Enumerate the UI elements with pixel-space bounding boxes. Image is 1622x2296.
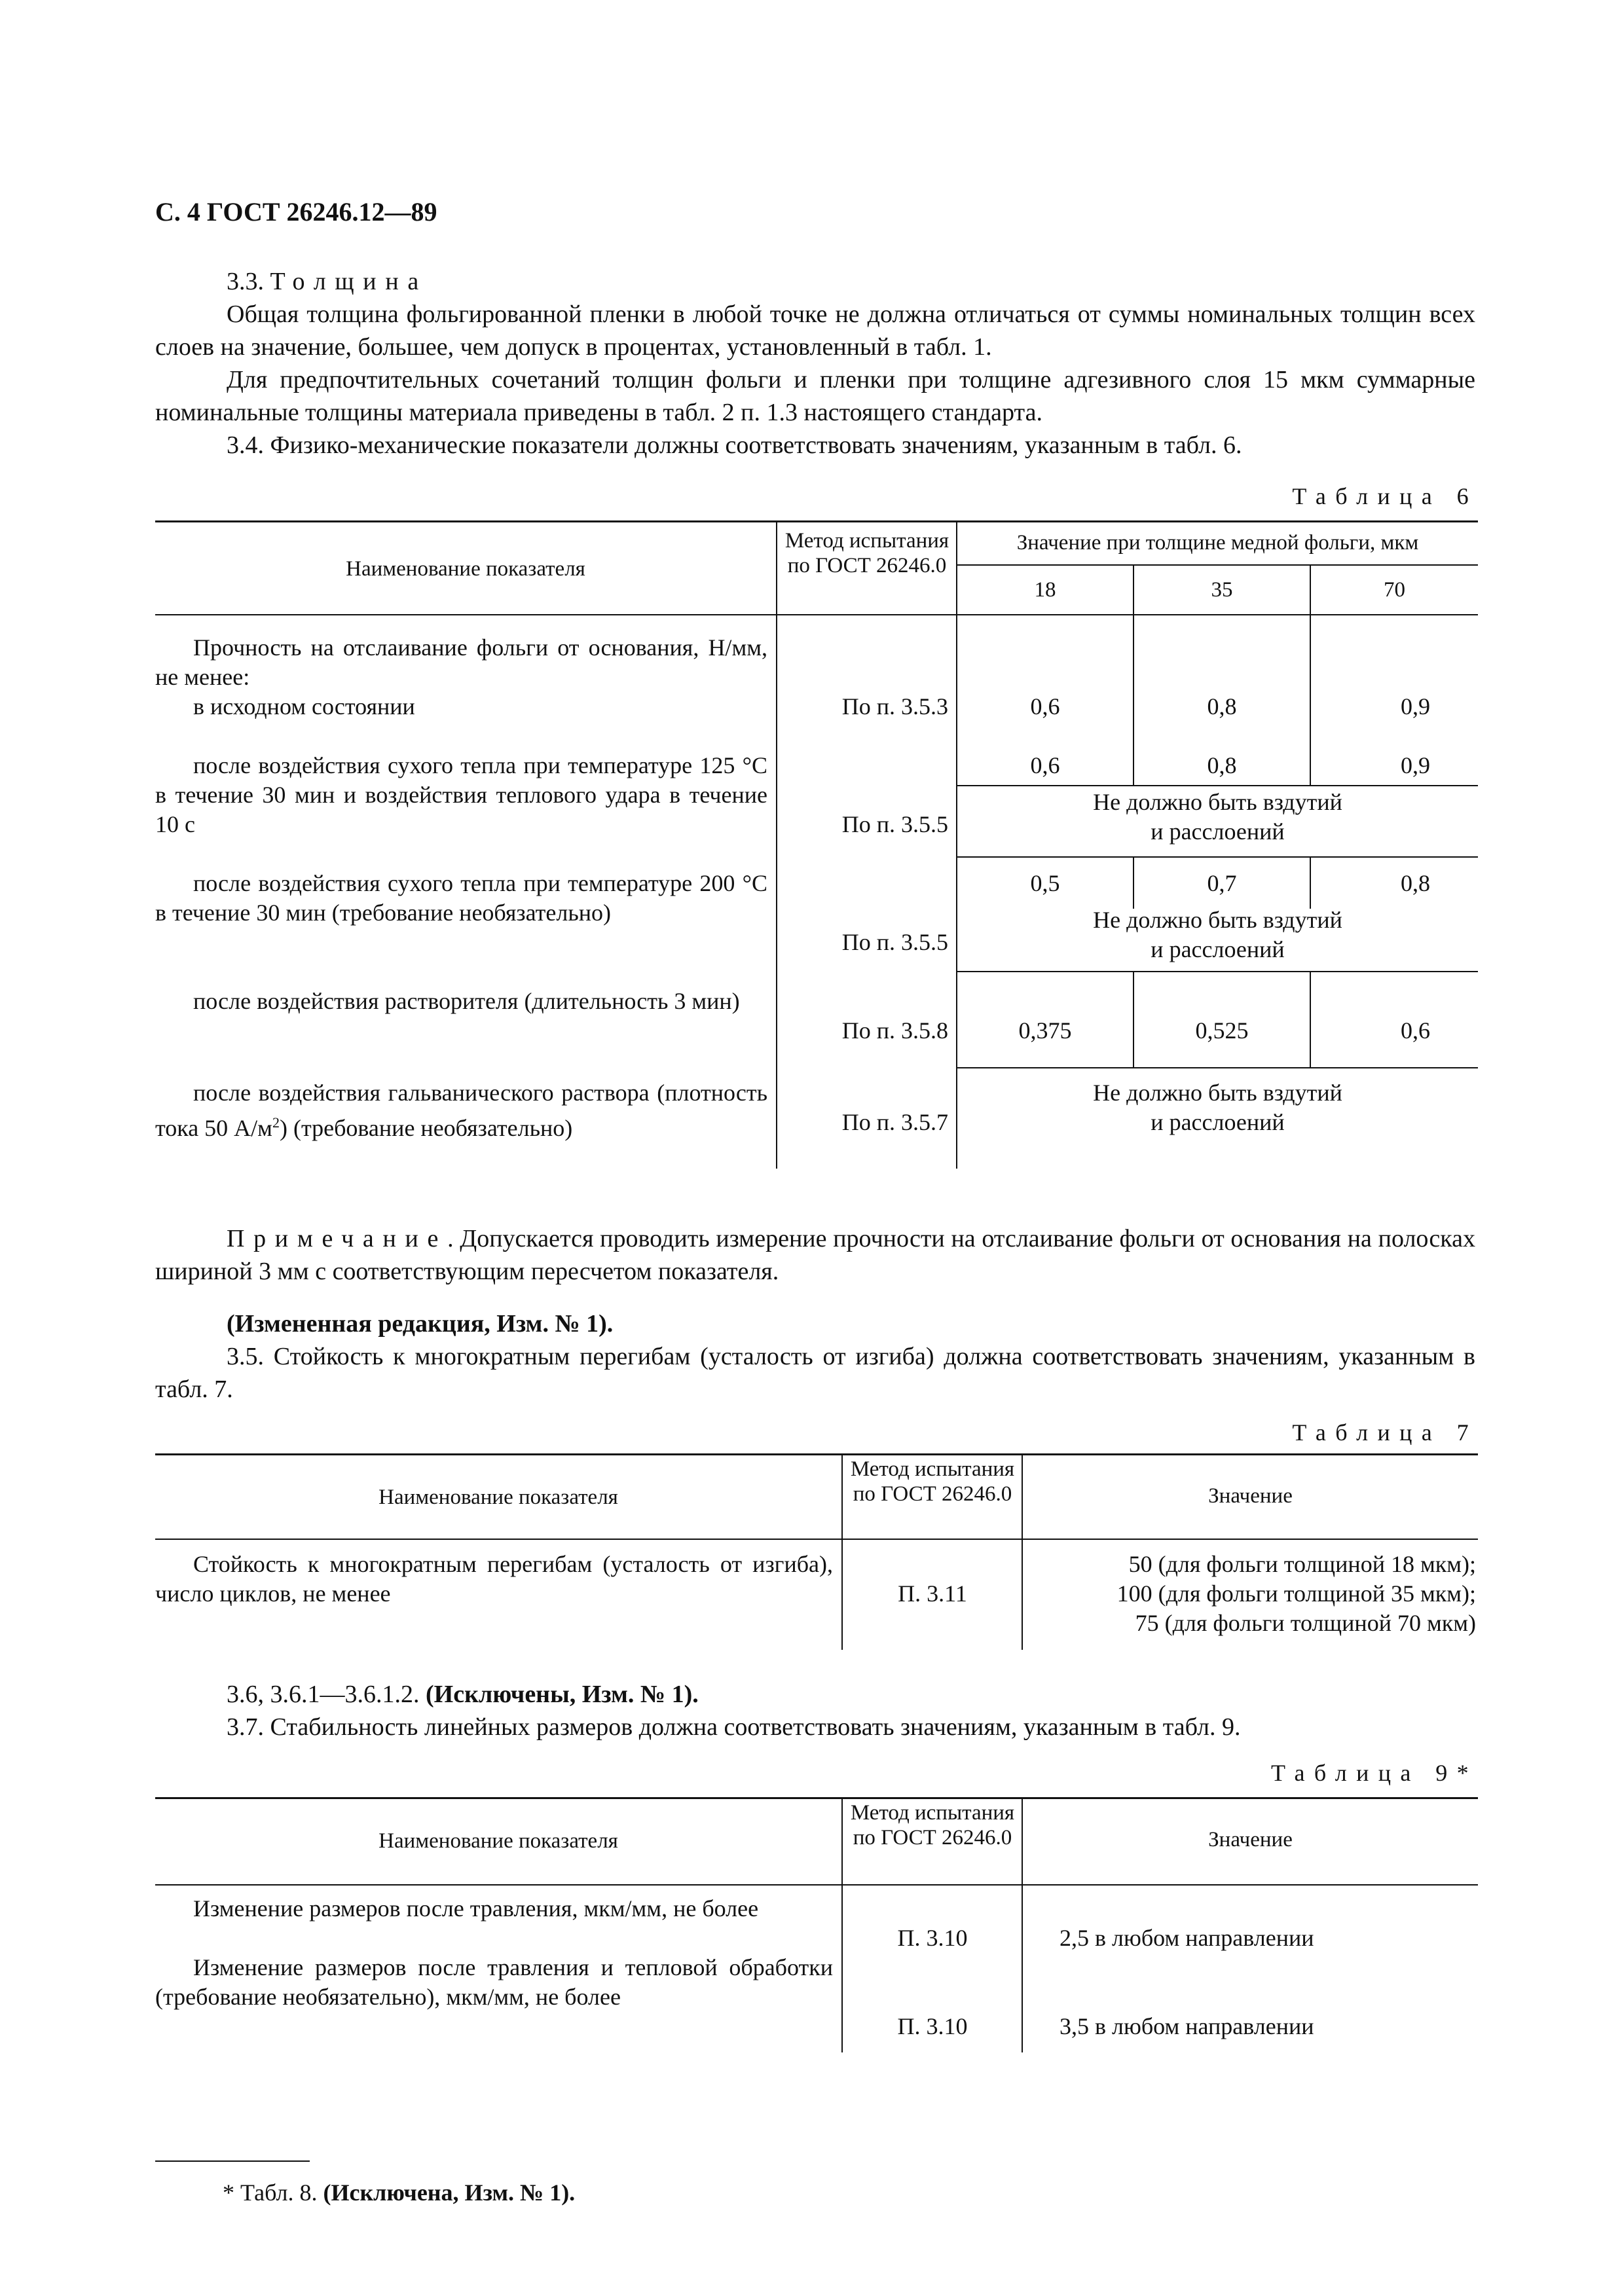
section-3-6: 3.6, 3.6.1—3.6.1.2. (Исключены, Изм. № 1). 3.7. Стабильность линейных размеров должна соответствовать значениям, указанным в табл. 9. (155, 1678, 1475, 1743)
table-6-row-2-label: после воздействия сухого тепла при температуре 125 °С в течение 30 мин и воздействия теплового удара в течение 10 с (155, 752, 767, 837)
table-9-row-2-label: Изменение размеров после травления и тепловой обработки (требование необязательно), мкм/мм, не более (155, 1954, 833, 2010)
table-7-column-name: Наименование показателя (378, 1485, 618, 1509)
section-3-5 (155, 1307, 1475, 1406)
table-6-thickness-35: 35 (1211, 578, 1233, 602)
table-6-row-4-method: По п. 3.5.8 (841, 1017, 948, 1044)
table-7-row-label: Стойкость к многократным перегибам (усталость от изгиба), число циклов, не менее (155, 1551, 833, 1607)
section-3-5-text: 3.5. Стойкость к многократным перегибам (усталость от изгиба) должна соответствовать значениям, указанным в табл. 7. (155, 1343, 1475, 1403)
table-6-row-1-value-35: 0,8 (1207, 693, 1237, 720)
table-6-row-5-label: после воздействия гальванического раствора (плотность тока 50 $А/м^2$) (требование необязательно) (155, 1080, 767, 1141)
table-9-column-name: Наименование показателя (378, 1829, 618, 1853)
table-9-row-1-value: 2,5 в любом направлении (1060, 1925, 1314, 1951)
footnote: * Табл. 8. (Исключена, Изм. № 1). (223, 2179, 576, 2206)
table-6-row-3-value-70: 0,8 (1401, 870, 1430, 896)
table-6-top-rule (155, 520, 1478, 522)
table-6-row-4-value-70: 0,6 (1401, 1017, 1430, 1044)
table-6-row-1-value-18: 0,6 (1030, 693, 1060, 720)
table-6-column-value: Значение при толщине медной фольги, мкм (1016, 531, 1419, 555)
section-3-7: 3.7. Стабильность линейных размеров должна соответствовать значениям, указанным в табл. 9. (227, 1713, 1241, 1741)
table-6-row-3-value-35: 0,7 (1207, 870, 1237, 896)
table-7-column-value: Значение (1208, 1484, 1293, 1508)
table-6-row-2-value-35: 0,8 (1207, 752, 1237, 778)
section-3-3-paragraph-2: Для предпочтительных сочетаний толщин фольги и пленки при толщине адгезивного слоя 15 мкм суммарные номинальные толщины материала приведены в табл. 2 п. 1.3 настоящего стандарта. (155, 366, 1475, 426)
table-6-row-1-label: Прочность на отслаивание фольги от основания, Н/мм, не менее: в исходном состоянии (155, 634, 767, 720)
table-7-caption: Таблица 7 (1292, 1419, 1478, 1446)
table-9-row-2-value: 3,5 в любом направлении (1060, 2013, 1314, 2039)
table-7-column-method: Метод испытания по ГОСТ 26246.0 (850, 1457, 1015, 1506)
page-header: С. 4 ГОСТ 26246.12—89 (155, 197, 437, 227)
table-6-row-2-method: По п. 3.5.5 (841, 811, 948, 837)
table-9-row-1-label: Изменение размеров после травления, мкм/мм, не более (193, 1895, 759, 1922)
table-6-row-4-value-35: 0,525 (1195, 1017, 1249, 1044)
amendment-note: (Измененная редакция, Изм. № 1). (227, 1310, 614, 1338)
table-6-caption: Таблица 6 (1292, 483, 1478, 509)
table-6-row-2-note: Не должно быть вздутий и расслоений (1093, 789, 1342, 845)
table-6-row-4-label: после воздействия растворителя (длительность 3 мин) (193, 988, 740, 1014)
section-3-4: 3.4. Физико-механические показатели должны соответствовать значениям, указанным в табл. 6. (227, 431, 1242, 459)
section-3-3-paragraph-1: Общая толщина фольгированной пленки в любой точке не должна отличаться от суммы номинальных толщин всех слоев на значение, большее, чем допуск в процентах, установленный в табл. 1. (155, 301, 1475, 361)
note-text: . Допускается проводить измерение прочности на отслаивание фольги от основания на полосках шириной 3 мм с соответствующим пересчетом показателя. (155, 1225, 1475, 1285)
table-6-row-3-note: Не должно быть вздутий и расслоений (1093, 907, 1342, 962)
table-6-row-3-method: По п. 3.5.5 (841, 929, 948, 955)
table-9-caption: Таблица 9* (1271, 1760, 1478, 1786)
table-9-column-value: Значение (1208, 1828, 1293, 1851)
table-7-row-value: 50 (для фольги толщиной 18 мкм); 100 (для фольги толщиной 35 мкм); 75 (для фольги толщиной 70 мкм) (1116, 1551, 1476, 1636)
section-3-3-title: Толщина (270, 268, 428, 295)
table-6-row-2-value-18: 0,6 (1030, 752, 1060, 778)
table-9-row-1-method: П. 3.10 (897, 1925, 968, 1951)
table-6-row-3-value-18: 0,5 (1030, 870, 1060, 896)
note-label: Примечание (227, 1225, 448, 1252)
table-6-row-2-value-70: 0,9 (1401, 752, 1430, 778)
table-7-row-method: П. 3.11 (898, 1580, 967, 1607)
table-6-row-5-method: По п. 3.5.7 (841, 1109, 948, 1135)
section-3-3-heading: 3.3. Толщина (227, 268, 428, 295)
table-6-row-1-method: По п. 3.5.3 (841, 693, 948, 720)
table-6-thickness-18: 18 (1034, 578, 1056, 602)
table-6-thickness-70: 70 (1384, 578, 1405, 602)
table-6-column-name: Наименование показателя (346, 557, 585, 581)
table-6-row-1-value-70: 0,9 (1401, 693, 1430, 720)
table-6-row-3-label: после воздействия сухого тепла при температуре 200 °С в течение 30 мин (требование необязательно) (155, 870, 767, 926)
table-9-row-2-method: П. 3.10 (897, 2013, 968, 2039)
footnote-separator (155, 2160, 310, 2162)
table-6-row-4-value-18: 0,375 (1018, 1017, 1072, 1044)
section-3-3 (155, 265, 1475, 462)
table-9-column-method: Метод испытания по ГОСТ 26246.0 (850, 1801, 1015, 1850)
table-6-row-5-note: Не должно быть вздутий и расслоений (1093, 1080, 1342, 1135)
table-6-column-method: Метод испытания по ГОСТ 26246.0 (784, 529, 949, 577)
table-6-note (155, 1222, 1475, 1288)
